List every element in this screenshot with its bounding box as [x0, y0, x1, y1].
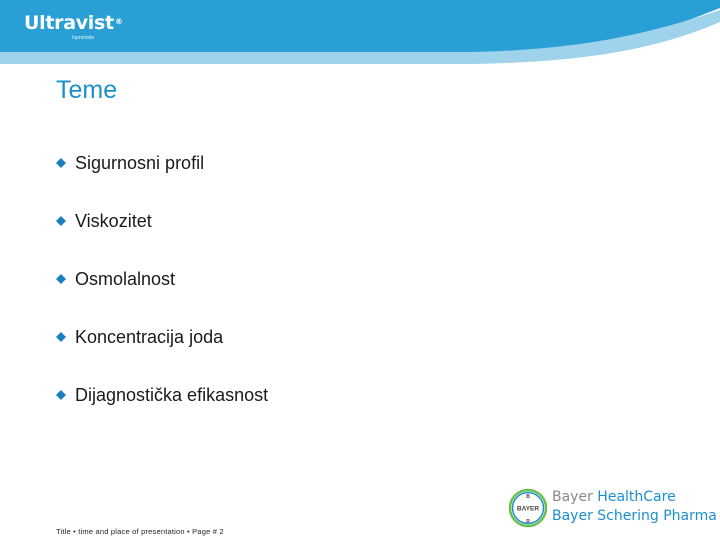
brand-subtitle: Iopromide	[72, 35, 95, 41]
brand-logo	[24, 12, 123, 41]
topic-label: Dijagnostička efikasnost	[75, 385, 269, 405]
company-name-pharma: Bayer Schering Pharma	[552, 508, 717, 524]
footer-text: Title • time and place of presentation • Page # 2	[56, 527, 224, 536]
list-item	[56, 268, 268, 326]
svg-text:R: R	[526, 519, 530, 525]
page-title: Teme	[56, 76, 118, 104]
company-name-healthcare: Bayer HealthCare	[552, 489, 676, 505]
list-item	[56, 210, 268, 268]
topic-label: Osmolalnost	[75, 269, 176, 289]
topic-label: Koncentracija joda	[75, 327, 224, 347]
diamond-bullet-icon	[56, 390, 66, 400]
registered-mark: ®	[114, 17, 123, 26]
header-band	[0, 0, 720, 64]
topic-list	[56, 152, 268, 442]
list-item	[56, 152, 268, 210]
topic-label: Sigurnosni profil	[75, 153, 205, 173]
bayer-cross-logo	[508, 488, 548, 528]
topic-label: Viskozitet	[75, 211, 152, 231]
diamond-bullet-icon	[56, 216, 66, 226]
list-item	[56, 384, 268, 442]
logo-text: BAYER	[516, 505, 540, 513]
list-item	[56, 326, 268, 384]
diamond-bullet-icon	[56, 332, 66, 342]
diamond-bullet-icon	[56, 274, 66, 284]
brand-name: Ultravist	[24, 12, 114, 34]
svg-text:B: B	[526, 494, 530, 500]
diamond-bullet-icon	[56, 158, 66, 168]
